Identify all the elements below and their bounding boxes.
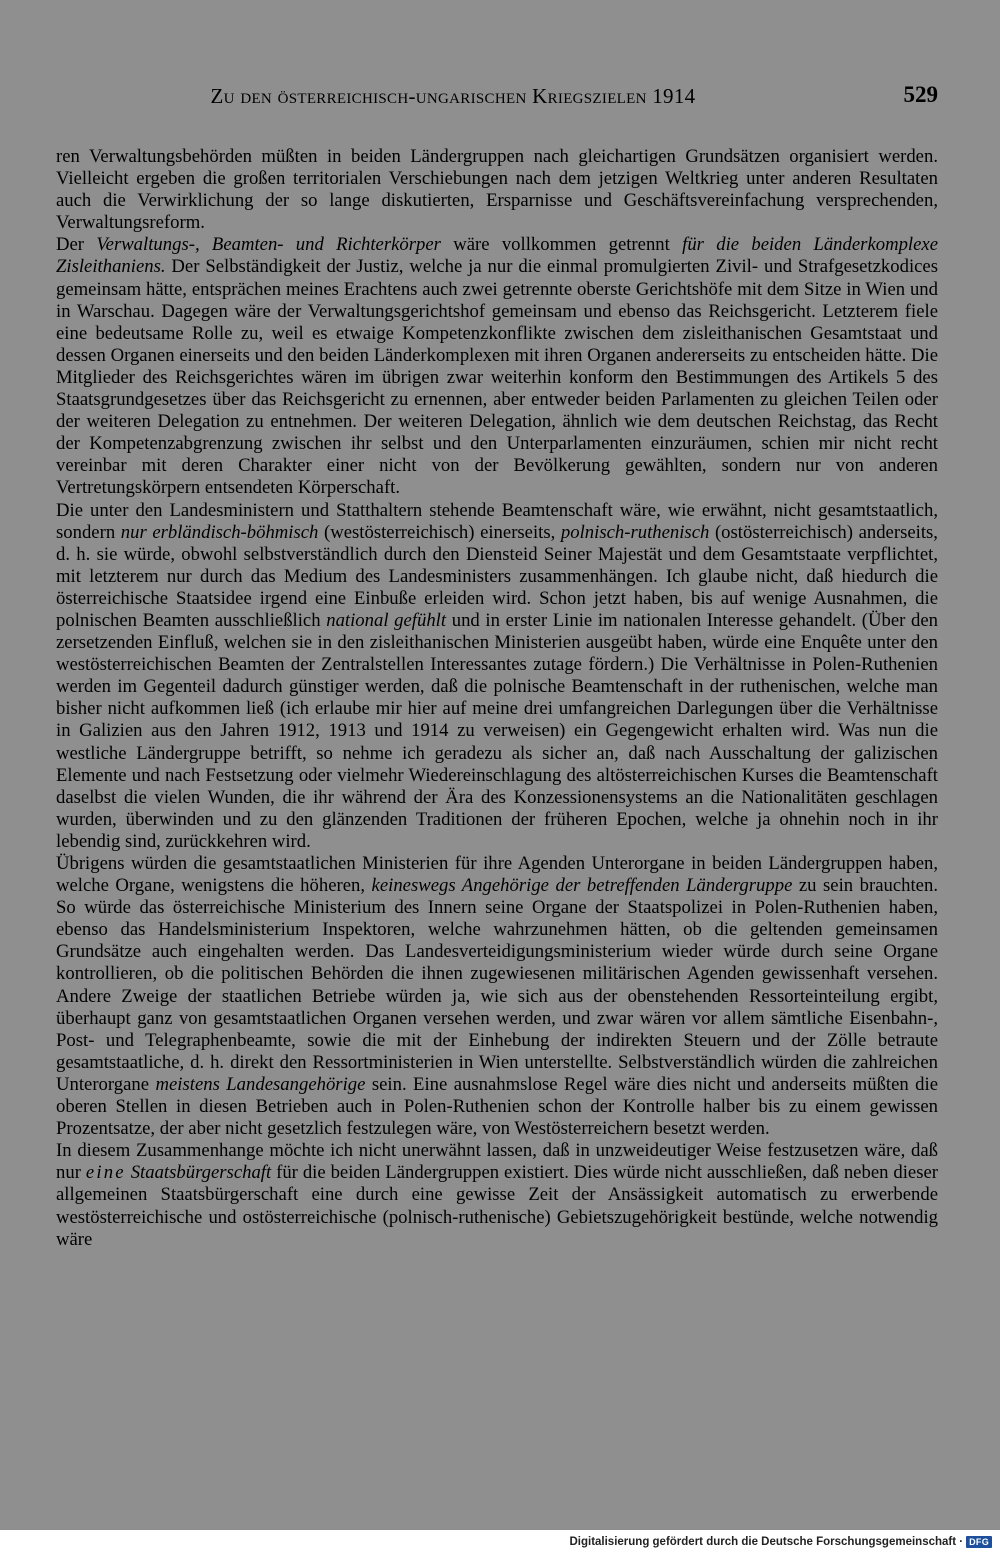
text-run: (westösterreichisch) einerseits, — [318, 521, 561, 543]
text-run: In diesem Zusammenhange möchte ich nicht unerwähnt lassen, daß in unzweideutiger Weise festzusetzen wäre, daß nur — [56, 1140, 938, 1184]
text-run: zu sein brauchten. So würde das österreichische Ministerium des Innern seine Organe der Staatspolizei in Polen-Ruthenien haben, ebenso das Handelsministerium Inspektoren, welche wahrzunehmen hätten, ob die geltenden gemeinsamen Grundsätze auch eingehalten werden. Das Landesverteidigungsministerium wieder würde durch seine Organe kontrollieren, ob die politischen Behörden die ihnen zugewiesenen militärischen Agenden gewissenhaft versehen. Andere Zweige der staatlichen Betriebe würden ja, wie sich aus der obenstehenden Ressorteinteilung ergibt, überhaupt ganz von gesamtstaatlichen Organen versehen werden, und zwar wären vor allem sämtliche Eisenbahn-, Post- und Telegraphenbeamte, sowie die mit der Einhebung der indirekten Steuern und der Zölle betraute gesamtstaatliche, d. h. direkt den Ressortministerien in Wien unterstellte. Selbstverständlich würden die zahlreichen Unterorgane — [56, 875, 938, 1095]
emphasized-text: meistens Landesangehörige — [155, 1073, 366, 1095]
text-run: Der Selbständigkeit der Justiz, welche ja nur die einmal promulgierten Zivil- und Strafgesetzkodices gemeinsam hätte, entsprächen meines Erachtens auch zwei getrennte oberste Gerichtshöfe mit dem Sitze in Wien und in Warschau. Dagegen wäre der Verwaltungsgerichtshof gemeinsam und ebenso das Reichsgericht. Letzterem fiele eine bedeutsame Rolle zu, weil es etwaige Kompetenzkonflikte zwischen dem zisleithanischen Gesamtstaat und dessen Organen einerseits und den beiden Länderkomplexen mit ihren Organen andererseits zu entscheiden hätte. Die Mitglieder des Reichsgerichtes wären im übrigen zwar weiterhin konform den Bestimmungen des Artikels 5 des Staatsgrundgesetzes über das Reichsgericht zu ernennen, aber entweder beiden Parlamenten zu gleichen Teilen oder der weiteren Delegation zu entnehmen. Der weiteren Delegation, ähnlich wie dem deutschen Reichstag, das Recht der Kompetenzabgrenzung zwischen ihr selbst und den Unterparlamenten einzuräumen, schien mir nicht recht vereinbar mit deren Charakter einer nicht von der Bevölkerung gewählten, sondern nur von anderen Vertretungskörpern entsendeten Körperschaft. — [56, 256, 938, 499]
body-text — [56, 146, 938, 1251]
running-title: Zu den österreichisch-ungarischen Kriegszielen 1914 — [210, 84, 696, 108]
emphasized-text: Staatsbürgerschaft — [130, 1162, 272, 1184]
text-run: Übrigens würden die gesamtstaatlichen Ministerien für ihre Agenden Unterorgane in beiden Ländergruppen haben, welche Organe, wenigstens die höheren, — [56, 853, 938, 897]
text-run: für die beiden Ländergruppen existiert. Dies würde nicht ausschließen, daß neben dieser allgemeinen Staatsbürgerschaft eine durch eine gewisse Zeit der Ansässigkeit automatisch zu erwerbende westösterreichische und ostösterreichische (polnisch-ruthenische) Gebietszugehörigkeit bestünde, welche notwendig wäre — [56, 1162, 938, 1250]
page-number: 529 — [903, 82, 938, 107]
dfg-logo-icon: DFG — [966, 1536, 992, 1548]
page-header — [58, 84, 938, 114]
footer-credit — [569, 1534, 992, 1550]
text-run: (ostösterreichisch) anderseits, d. h. sie würde, obwohl selbstverständlich durch den Diensteid Seiner Majestät und dem Gesamtstaate verpflichtet, mit letzterem nur durch das Medium des Landesministers zusammenhängen. Ich glaube nicht, daß hiedurch die österreichische Staatsidee irgend eine Einbuße erleiden wird. Schon jetzt haben, bis auf wenige Ausnahmen, die polnischen Beamten ausschließlich — [56, 521, 938, 631]
paragraph — [56, 1140, 938, 1250]
emphasized-text: eine — [85, 1162, 126, 1184]
paragraph — [56, 853, 938, 1140]
emphasized-text: Verwaltungs-, Beamten- und Richterkörper — [96, 234, 441, 256]
paragraph — [56, 234, 938, 499]
text-run: Der — [56, 234, 97, 256]
emphasized-text: national gefühlt — [326, 609, 447, 631]
emphasized-text: nur erbländisch-böhmisch — [120, 521, 319, 543]
emphasized-text: keineswegs Angehörige der betreffenden Ländergruppe — [371, 875, 793, 897]
text-run: sein. Eine ausnahmslose Regel wäre dies nicht und anderseits müßten die oberen Stellen in diesen Betrieben auch in Polen-Ruthenien schon der Kontrolle halber bis zu einem gewissen Prozentsatze, der aber nicht gesetzlich festzulegen wäre, von Westösterreichern besetzt werden. — [56, 1073, 939, 1140]
paragraph — [56, 500, 938, 854]
text-run: ren Verwaltungsbehörden müßten in beiden Ländergruppen nach gleichartigen Grundsätzen organisiert werden. Vielleicht ergeben die großen territorialen Verschiebungen nach dem jetzigen Weltkrieg unter anderen Resultaten auch die Verwirklichung der so lange diskutierten, Ersparnisse und Geschäftsvereinfachung versprechenden, Verwaltungsreform. — [56, 146, 938, 234]
paragraph — [56, 146, 938, 234]
footer-text: Digitalisierung gefördert durch die Deutsche Forschungsgemeinschaft · — [569, 1536, 964, 1548]
text-run: Die unter den Landesministern und Statthaltern stehende Beamtenschaft wäre, wie erwähnt, nicht gesamtstaatlich, sondern — [56, 499, 938, 543]
emphasized-text: polnisch-ruthenisch — [560, 521, 710, 543]
text-run: wäre vollkommen getrennt — [440, 234, 683, 256]
emphasized-text: für die beiden Länderkomplexe Zisleithaniens. — [56, 234, 938, 278]
text-run: und in erster Linie im nationalen Interesse gehandelt. (Über den zersetzenden Einfluß, welchen sie in den zisleithanischen Ministerien ausgeübt haben, würde eine Enquête unter den westösterreichischen Beamten der Zentralstellen Interessantes zutage fördern.) Die Verhältnisse in Polen-Ruthenien werden im Gegenteil dadurch günstiger werden, daß die polnische Beamtenschaft in der ruthenischen, welche man bisher nicht aufkommen ließ (ich erlaube mir hier auf meine drei umfangreichen Darlegungen über die Verhältnisse in Galizien aus den Jahren 1912, 1913 und 1914 zu verweisen) ein Gegengewicht erhalten wird. Was nun die westliche Ländergruppe betrifft, so nehme ich geradezu als sicher an, daß nach Ausschaltung der galizischen Elemente und nach Festsetzung oder vielmehr Wiedereinschlagung des altösterreichischen Kurses die Beamtenschaft daselbst die vielen Wunden, die ihr während der Ära des Konzessionensystems an die Nationalitäten geschlagen wurden, überwinden und zu den glänzenden Traditionen der früheren Epochen, welche ja ohnehin noch in ihr lebendig sind, zurückkehren wird. — [56, 609, 938, 852]
